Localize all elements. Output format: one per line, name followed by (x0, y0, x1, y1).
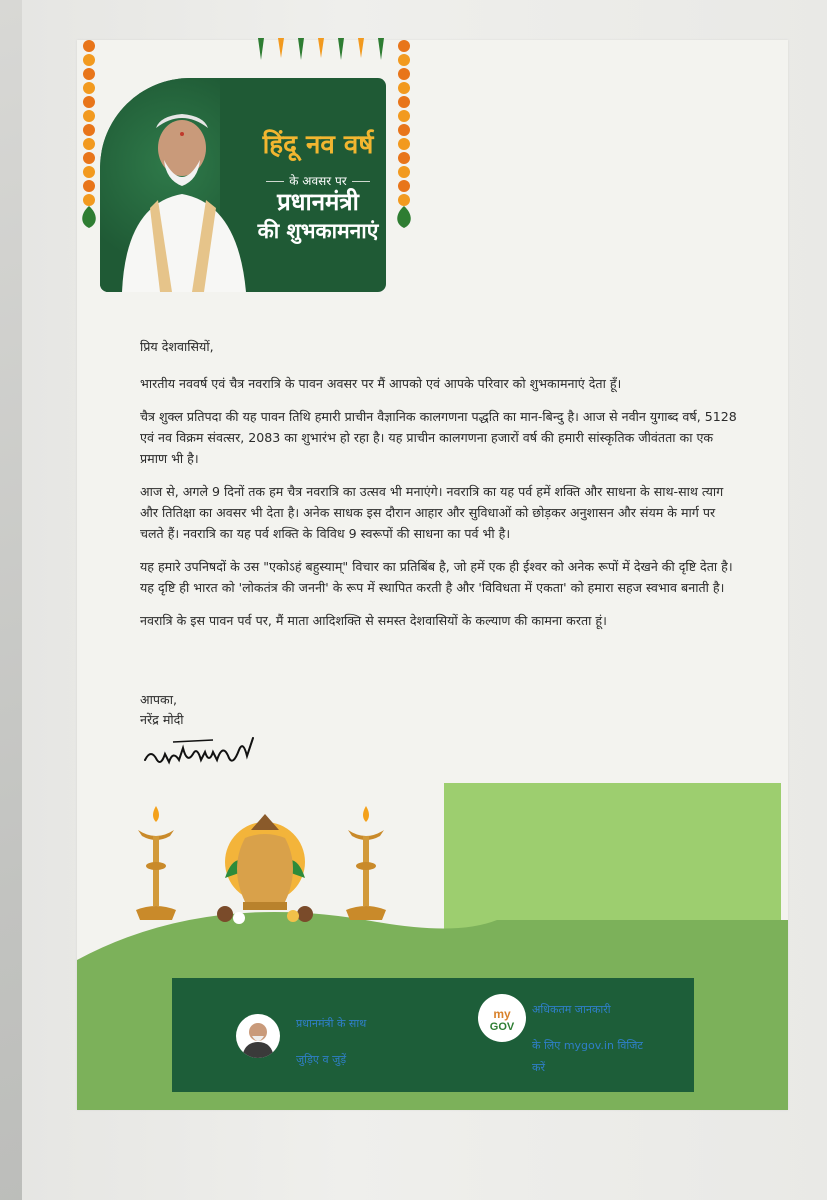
marigold-garland-left (78, 38, 100, 228)
sender-name: नरेंद्र मोदी (140, 712, 184, 727)
closing: आपका, (140, 692, 177, 707)
prime-minister-portrait (112, 108, 262, 292)
footer-link-mygov[interactable]: के लिए mygov.in विजिट (532, 1039, 643, 1052)
handwritten-signature (143, 730, 263, 774)
mygov-logo-icon (478, 994, 526, 1042)
salutation: प्रिय देशवासियों, (140, 339, 214, 354)
banner-title: हिंदू नव वर्ष (262, 130, 374, 160)
letter-paragraph: नवरात्रि के इस पावन पर्व पर, मैं माता आदिशक्ति से समस्त देशवासियों के कल्याण की कामना करता हूं। (140, 613, 607, 628)
pm-avatar (236, 1014, 280, 1058)
banner-pm-line: प्रधानमंत्री (277, 188, 359, 216)
footer-link-visit[interactable]: करें (532, 1061, 545, 1074)
banner-subtitle: के अवसर पर (250, 172, 386, 189)
footer-link-info[interactable]: अधिकतम जानकारी (532, 1003, 611, 1016)
marigold-garland-right (393, 38, 415, 228)
pm-avatar-icon (236, 1014, 280, 1058)
letter-body (140, 336, 740, 643)
leaf-toran (250, 38, 400, 62)
svg-text:GOV: GOV (489, 1021, 515, 1033)
sign-off (140, 690, 184, 730)
mygov-logo (478, 994, 526, 1042)
banner-wishes-line: की शुभकामनाएं (257, 219, 379, 243)
diya-lamp-right (340, 806, 392, 926)
letter-paragraph: यह हमारे उपनिषदों के उस "एकोऽहं बहुस्याम्" विचार का प्रतिबिंब है, जो हमें एक ही ईश्वर को अनेक रूपों में देखने की दृष्टि देता है। यह दृष्टि ही भारत को 'लोकतंत्र की जननी' के रूप में स्थापित करती है और 'विविधता में एकता' को हमारा सहज स्वभाव बनाती है। (140, 559, 733, 595)
letter-paragraph: आज से, अगले 9 दिनों तक हम चैत्र नवरात्रि का उत्सव भी मनाएंगे। नवरात्रि का यह पर्व हमें शक्ति और साधना के साथ-साथ त्याग और तितिक्षा का अवसर भी देता है। अनेक साधक इस दौरान आहार और सुविधाओं को छोड़कर अनुशासन और संयम के मार्ग पर चलते हैं। नवरात्रि का यह पर्व शक्ति के विविध 9 स्वरूपों की साधना का पर्व भी है। (140, 484, 724, 541)
kalash-illustration (205, 808, 325, 926)
footer-link-pm-connect[interactable]: प्रधानमंत्री के साथ (296, 1017, 367, 1030)
svg-text:my: my (493, 1007, 511, 1021)
greeting-banner (100, 78, 386, 292)
diya-lamp-left (130, 806, 182, 926)
letter-paragraph: भारतीय नववर्ष एवं चैत्र नवरात्रि के पावन अवसर पर मैं आपको एवं आपके परिवार को शुभकामनाएं देता हूँ। (140, 376, 622, 391)
footer-link-join[interactable]: जुड़िए व जुड़ें (296, 1053, 347, 1066)
letter-paragraph: चैत्र शुक्ल प्रतिपदा की यह पावन तिथि हमारी प्राचीन वैज्ञानिक कालगणना पद्धति का मान-बिन्दु है। आज से नवीन युगाब्द वर्ष, 5128 एवं नव विक्रम संवत्सर, 2083 का शुभारंभ हो रहा है। यह प्राचीन कालगणना हजारों वर्ष की हमारी सांस्कृतिक जीवंतता का एक प्रमाण भी है। (140, 409, 737, 466)
